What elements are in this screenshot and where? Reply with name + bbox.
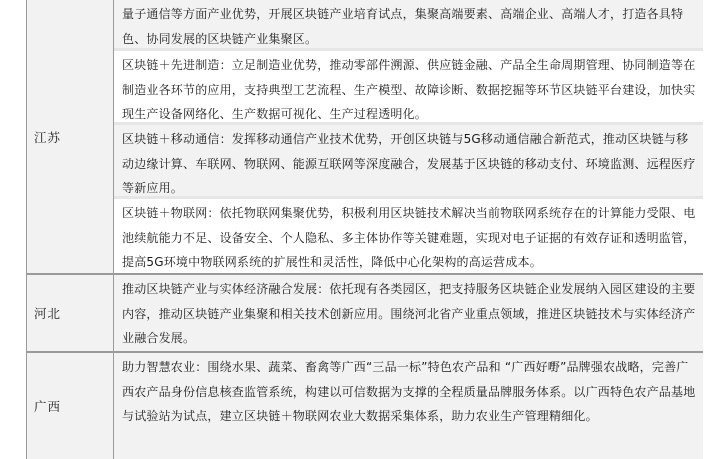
region-label: 江苏 xyxy=(26,0,114,273)
row-cells xyxy=(114,275,703,351)
table-row xyxy=(26,275,703,353)
policy-cell: 助力智慧农业：围绕水果、蔬菜、畜禽等广西“三品一标”特色农产品和 “广西好嘢”品牌强农战略，完善广西农产品身份信息核查监管系统，构建以可信数据为支撑的全程质量品牌服务体系。以广西特色农产品基地与试验站为试点，建立区块链＋物联网农业大数据采集体系，助力农业生产管理精细化。 xyxy=(114,353,703,459)
policy-cell: 区块链＋物联网：依托物联网集聚优势，积极利用区块链技术解决当前物联网系统存在的计算能力受限、电池续航能力不足、设备安全、个人隐私、多主体协作等关键难题，实现对电子证据的有效存证和透明监管，提高5G环境中物联网系统的扩展性和灵活性，降低中心化架构的高运营成本。 xyxy=(122,206,696,269)
region-label: 广西 xyxy=(26,353,114,459)
policy-cell: 区块链＋移动通信：发挥移动通信产业技术优势，开创区块链与5G移动通信融合新范式，推动区块链与移动边缘计算、车联网、物联网、能源互联网等深度融合，发展基于区块链的移动支付、环境监测、远程医疗等新应用。 xyxy=(114,125,703,199)
policy-table xyxy=(26,0,703,459)
policy-cell: 推动区块链产业与实体经济融合发展：依托现有各类园区，把支持服务区块链企业发展纳入园区建设的主要内容，推动区块链产业集聚和相关技术创新应用。围绕河北省产业重点领域，推进区块链技术与实体经济产业融合发展。 xyxy=(114,275,703,351)
row-cells xyxy=(114,0,703,273)
policy-cell: 区块链＋先进制造：立足制造业优势，推动零部件溯源、供应链金融、产品全生命周期管理、协同制造等在制造业各环节的应用，支持典型工艺流程、生产模型、故障诊断、数据挖掘等环节区块链平台建设，加快实现生产设备网络化、生产数据可视化、生产过程透明化。 xyxy=(114,51,703,125)
table-row xyxy=(26,353,703,459)
region-label: 河北 xyxy=(26,275,114,351)
policy-cell: 量子通信等方面产业优势，开展区块链产业培育试点，集聚高端要素、高端企业、高端人才，打造各具特色、协同发展的区块链产业集聚区。 xyxy=(114,0,703,51)
table-row xyxy=(26,0,703,275)
row-cells xyxy=(114,353,703,459)
